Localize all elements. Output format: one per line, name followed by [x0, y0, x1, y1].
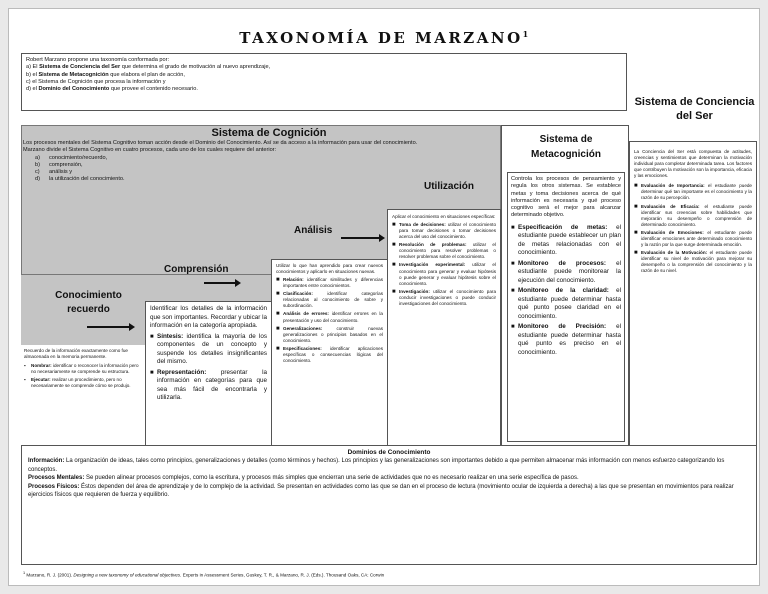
- utilizacion-heading: Utilización: [424, 181, 475, 192]
- bullet-text: identificar errores en la presentación y uso del conocimiento.: [283, 311, 383, 323]
- dominio-item: [28, 474, 750, 482]
- bullet-text: identificar categorías relacionadas al conocimiento de sobre y subordinación.: [283, 291, 383, 309]
- analisis-bullet: [276, 346, 383, 364]
- item-letter: c): [35, 169, 40, 176]
- intro-text-segment: Robert Marzano propone una taxonomía conformada por:: [26, 57, 170, 63]
- analisis-bullet: [276, 277, 383, 289]
- intro-text-segment: que determina el grado de motivación al nuevo aprendizaje,: [120, 64, 271, 71]
- recuerdo-bullet: [24, 377, 142, 389]
- bullet-term: Investigación experimental:: [399, 262, 466, 268]
- bullet-text: identificar o reconocer la información pero no necesariamente se comprende su estructura.: [31, 363, 139, 375]
- item-text: comprensión,: [49, 161, 83, 168]
- arrow-comprension: [204, 282, 239, 284]
- utilizacion-bullet: [392, 289, 496, 307]
- metacognicion-content: Controla los procesos de pensamiento y regula los otros sistemas. Se establece metas y toma decisiones acerca de qué información es necesaria y qué proceso cognitivo será el mejor para alcanzar determinado objetivo. ■ Especificación de metas: el estudiante puede establecer un plan de metas relacionadas con el conocimiento. ■ Monitoreo de procesos: el estudiante puede monitorear la ejecución del conocimiento. ■ Monitoreo de la claridad: el estudiante puede determinar hasta qué punto posee claridad en el conocimiento. ■ Monitoreo de Precisión: el estudiante puede determinar hasta qué punto es preciso en el conocimiento.: [507, 172, 625, 442]
- dominios-heading: Dominios de Conocimiento: [347, 449, 431, 456]
- intro-text-segment: b) el: [26, 71, 39, 78]
- intro-box: [21, 53, 627, 111]
- intro-term: Dominio del Conocimiento: [38, 86, 110, 93]
- item-text: análisis y: [49, 169, 73, 176]
- bullet-term: Evaluación de Eficacia:: [641, 203, 700, 209]
- recuerdo-box: Recuerdo de la información exactamente como fue almacenada en la memoria permanente. ▪ Nombrar: identificar o reconocer la información pero no necesariamente se comprende su estructura. ▪ Ejecutar: realizar un procedimiento, pero no necesariamente se comprende cómo se produjo.: [21, 345, 145, 445]
- bullet-text: el estudiante puede determinar qué tan importante es el conocimiento y la razón de su percepción.: [641, 183, 752, 201]
- intro-text-segment: a) El: [26, 64, 40, 71]
- cognicion-description: Los procesos mentales del Sistema Cognitivo toman acción desde el Dominio del Conocimiento. Así se da acceso a la información para usar del conocimiento. Marzano divide el Sistema Cognitivo en cuatro procesos, cada uno de los cuales requiere del anterior: a) conocimiento/recuerdo, b) comprensión, c) análisis y d) la utilización del conocimiento.: [23, 140, 499, 184]
- item-letter: d): [35, 176, 40, 183]
- intro-line: [26, 57, 622, 64]
- bullet-text: el estudiante puede determinar hasta qué punto es preciso en el conocimiento.: [518, 323, 621, 356]
- bullet-text: el estudiante puede determinar hasta qué punto posee claridad en el conocimiento.: [518, 287, 621, 320]
- bullet-text: el estudiante puede monitorear la ejecución del conocimiento.: [518, 259, 622, 284]
- bullet-term: Investigación:: [399, 288, 430, 294]
- intro-line: [26, 86, 622, 93]
- bullet-text: utilizar el conocimiento para generar y evaluar hipótesis o puede generar y evaluar hipótesis sobre el conocimiento.: [399, 262, 496, 286]
- metacognicion-bullet: [511, 224, 621, 258]
- bullet-term: Clasificación:: [283, 291, 313, 297]
- conciencia-bullet: [634, 250, 752, 274]
- intro-text-segment: c) el Sistema de Cognición que procesa la información y: [26, 78, 166, 85]
- analisis-bullet: [276, 291, 383, 309]
- conciencia-box: La Conciencia del Ser está compuesta de actitudes, creencias y sentimientos que determinan la motivación individual para completar determinada tarea. Los factores que contribuyen la motivación son la importancia, eficacia y las emociones. ■ Evaluación de Importancia: el estudiante puede determinar qué tan importante es el conocimiento y la razón de su percepción. ■ Evaluación de Eficacia: el estudiante puede identificar sus creencias sobre habilidades que mejorarán su desempeño o comprensión de determinado conocimiento. ■ Evaluación de Emociones: el estudiante puede identificar emociones ante determinado conocimiento y la razón por la que surge determinada emoción. ■ Evaluación de la Motivación: el estudiante puede identificar su nivel de motivación para mejorar su desempeño o la comprensión del conocimiento y la razón de su nivel.: [629, 141, 757, 445]
- bullet-text: presentar la información en categorías para que sea más fácil de encontrarla y utilizarla.: [157, 368, 267, 401]
- analisis-heading: Análisis: [294, 225, 333, 236]
- recuerdo-bullet: [24, 363, 142, 375]
- dominio-term: Información:: [28, 458, 65, 465]
- bullet-text: utilizar el conocimiento para conducir investigaciones o puede conducir investigaciones del conocimiento.: [399, 288, 496, 306]
- bullet-text: el estudiante puede identificar su nivel de motivación para mejorar su desempeño o la comprensión del conocimiento y la razón de su nivel.: [641, 249, 752, 274]
- arrow-analisis: [341, 237, 383, 239]
- bullet-term: Síntesis:: [157, 332, 184, 340]
- bullet-term: Especificaciones:: [283, 345, 322, 351]
- cognicion-item: [35, 155, 499, 162]
- bullet-text: identificar aplicaciones específicas o consecuencias lógicas del conocimiento.: [283, 345, 383, 363]
- bullet-term: Especificación de metas:: [518, 223, 608, 231]
- bullet-term: Toma de decisiones:: [399, 222, 446, 228]
- bullet-text: el estudiante puede identificar emociones ante determinado conocimiento y la razón por la que surge determinada emoción.: [641, 229, 752, 247]
- metacognicion-heading: Sistema de Metacognición: [530, 134, 601, 160]
- utilizacion-bullet: [392, 222, 496, 240]
- bullet-term: Monitoreo de la claridad:: [518, 287, 609, 295]
- metacognicion-bullet: [511, 323, 621, 357]
- bullet-term: Análisis de errores:: [283, 311, 329, 317]
- footnote: $^1$ Marzano, R. J. (2001). Designing a new taxonomy of educational objectives. Experts in Assessment Series, Guskey, T. R., & Marzano, R. J. (Eds.). Thousand Oaks, CA: Corwin: [23, 571, 385, 578]
- analisis-box: Utilizar lo que han aprendido para crear nuevos conocimientos y aplicarlo en situaciones nuevas. ■ Relación: identificar similitudes y diferencias importantes entre conocimientos. ■ Clasificación: identificar categorías relacionadas al conocimiento de sobre y subordinación. ■ Análisis de errores: identificar errores en la presentación y uso del conocimiento. ■ Generalizaciones: construir nuevas generalizaciones o principios basados en el conocimiento. ■ Especificaciones: identificar aplicaciones específicas o consecuencias lógicas del conocimiento.: [271, 259, 387, 445]
- arrow-recuerdo: [87, 326, 133, 328]
- bullet-text: utilizar el conocimiento para tomar decisiones o tomar decisiones acerca del uso del conocimiento.: [399, 222, 496, 240]
- bullet-text: identifica la mayoría de los componentes de un concepto y suspende los detalles insignificantes del mismo.: [157, 332, 267, 365]
- analisis-bullet: [276, 326, 383, 344]
- cognicion-item: [35, 162, 499, 169]
- bullet-text: realizar un procedimiento, pero no necesariamente se comprende cómo se produjo.: [31, 377, 131, 389]
- item-text: la utilización del conocimiento.: [49, 176, 125, 183]
- bullet-term: Generalizaciones:: [283, 325, 323, 331]
- dominio-term: Procesos Mentales:: [28, 475, 85, 482]
- utilizacion-bullet: [392, 242, 496, 260]
- intro-line: [26, 79, 622, 86]
- bullet-term: Monitoreo de Precisión:: [518, 323, 607, 331]
- dominio-term: Procesos Físicos:: [28, 483, 80, 490]
- conciencia-bullet: [634, 183, 752, 201]
- recuerdo-heading: Conocimiento recuerdo: [55, 290, 122, 315]
- bullet-term: Evaluación de Importancia:: [641, 183, 705, 189]
- bullet-term: Resolución de problemas:: [399, 242, 467, 248]
- intro-text: [26, 57, 622, 93]
- intro-term: Sistema de Conciencia del Ser: [39, 64, 121, 71]
- metacognicion-bullet: [511, 287, 621, 321]
- metacognicion-bullet: [511, 260, 621, 286]
- item-letter: a): [35, 154, 40, 161]
- item-text: conocimiento/recuerdo,: [49, 154, 108, 161]
- dominios-box: [21, 445, 757, 565]
- comprension-bullet: [150, 333, 267, 367]
- intro-text-segment: que provee el contenido necesario.: [109, 86, 198, 93]
- bullet-text: identificar similitudes y diferencias importantes entre conocimientos.: [283, 277, 383, 289]
- utilizacion-box: Aplicar el conocimiento en situaciones específicas: ■ Toma de decisiones: utilizar el conocimiento para tomar decisiones o tomar decisiones acerca del uso del conocimiento. ■ Resolución de problemas: utilizar el conocimiento para resolver problemas o resolver problemas sobre el conocimiento. ■ Investigación experimental: utilizar el conocimiento para generar y evaluar hipótesis o puede generar y evaluar hipótesis sobre el conocimiento. ■ Investigación: utilizar el conocimiento para conducir investigaciones o puede conducir investigaciones del conocimiento.: [387, 209, 501, 445]
- bullet-term: Nombrar:: [31, 363, 52, 369]
- bullet-text: el estudiante puede identificar sus creencias sobre habilidades que mejorarán su desempeño o comprensión de determinado conocimiento.: [641, 203, 752, 227]
- page-title: TAXONOMÍA DE MARZANO$^1$: [239, 29, 531, 47]
- intro-text-segment: d) el: [26, 86, 39, 93]
- dominios-list: [28, 457, 750, 499]
- intro-line: [26, 72, 622, 79]
- bullet-term: Representación:: [157, 368, 207, 376]
- bullet-text: construir nuevas generalizaciones o principios basados en el conocimiento.: [283, 325, 383, 343]
- dominio-text: La organización de ideas, tales como principios, generalizaciones y detalles (como términos y hechos). Los principios y las generalizaciones son importantes debido a que permiten almacenar más información con menos esfuerzo categorizando los conceptos.: [28, 458, 725, 473]
- comprension-box: Identificar los detalles de la información que son importantes. Recordar y ubicar la información en la categoría apropiada. ■ Síntesis: identifica la mayoría de los componentes de un concepto y suspende los detalles insignificantes del mismo. ■ Representación: presentar la información en categorías para que sea más fácil de encontrarla y utilizarla.: [145, 301, 271, 445]
- bullet-text: utilizar el conocimiento para resolver problemas o resolver problemas sobre el conocimiento.: [399, 242, 496, 260]
- bullet-term: Relación:: [283, 277, 304, 283]
- bullet-term: Evaluación de Emociones:: [641, 229, 704, 235]
- intro-term: Sistema de Metacognición: [38, 71, 109, 78]
- comprension-heading: Comprensión: [164, 264, 229, 275]
- document-page: [8, 8, 760, 586]
- conciencia-bullet: [634, 230, 752, 248]
- conciencia-bullet: [634, 204, 752, 228]
- dominio-text: Se pueden alinear procesos complejos, como la escritura, y procesos más simples que encierran una serie de actividades que no es necesario realizar en una serie específica de pasos.: [84, 475, 579, 482]
- conciencia-heading: Sistema de Conciencia del Ser: [634, 96, 755, 123]
- bullet-text: el estudiante puede establecer un plan de metas relacionadas con el conocimiento.: [518, 223, 621, 257]
- comprension-bullet: [150, 369, 267, 403]
- intro-text-segment: que elabora el plan de acción,: [108, 71, 185, 78]
- item-letter: b): [35, 161, 40, 168]
- cognicion-heading: Sistema de Cognición: [211, 127, 327, 139]
- dominio-item: [28, 457, 750, 474]
- analisis-bullet: [276, 311, 383, 323]
- dominio-text: Éstos dependen del área de aprendizaje y de lo complejo de la actividad. Se presentan en actividades como las que se dan en el proceso de lectura (movimiento ocular de izquierda a derecha) a las que se presentan en movimientos para realizar ejercicios físicos que requieren de fuerza y equilibrio.: [28, 483, 734, 498]
- bullet-term: Ejecutar:: [31, 377, 51, 383]
- bullet-term: Monitoreo de procesos:: [518, 259, 607, 267]
- intro-line: [26, 64, 622, 71]
- utilizacion-bullet: [392, 262, 496, 286]
- cognicion-item: [35, 169, 499, 176]
- bullet-term: Evaluación de la Motivación:: [641, 249, 708, 255]
- dominio-item: [28, 483, 750, 500]
